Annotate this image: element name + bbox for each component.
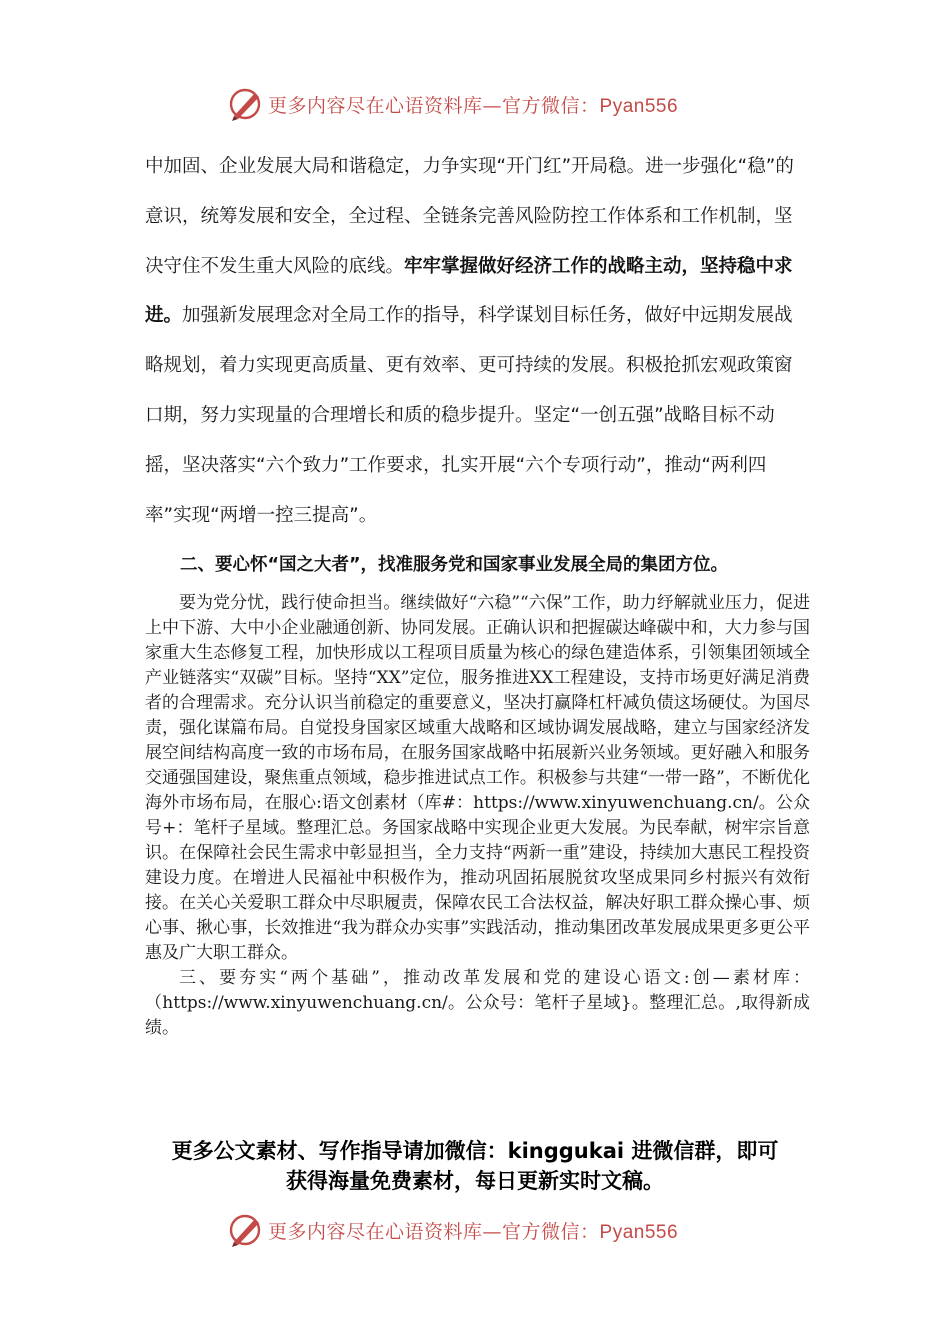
promo-line-1: 更多公文素材、写作指导请加微信：kinggukai 进微信群，即可 — [171, 1139, 779, 1163]
banner-text: 更多内容尽在心语资料库—官方微信： — [268, 1220, 600, 1243]
section3-paragraph: 三、要夯实“两个基础”，推动改革发展和党的建设心语文:创—素材库：（https://www.xinyuwenchuang.cn/。公众号：笔杆子星域}。整理汇总。,取得新成绩。 — [145, 968, 810, 1038]
wechat-id: Pyan556 — [599, 1221, 679, 1243]
section2-heading: 二、要心怀“国之大者”，找准服务党和国家事业发展全局的集团方位。 — [180, 555, 729, 575]
section1-intro: 中加固、企业发展大局和谐稳定，力争实现“开门红”开局稳。进一步强化“稳”的意识，统筹发展和安全，全过程、全链条完善风险防控工作体系和工作机制，坚决守住不发生重大风险的底线。 — [145, 156, 794, 277]
section1-paragraph — [145, 142, 810, 540]
promo-line-2: 获得海量免费素材，每日更新实时文稿。 — [286, 1169, 664, 1193]
footer-banner — [228, 1210, 728, 1250]
banner-text: 更多内容尽在心语资料库—官方微信： — [268, 94, 600, 117]
body-text-block — [145, 591, 810, 1041]
section1-rest: 加强新发展理念对全局工作的指导，科学谋划目标任务，做好中远期发展战略规划，着力实现更高质量、更有效率、更可持续的发展。积极抢抓宏观政策窗口期，努力实现量的合理增长和质的稳步提升。坚定“一创五强”战略目标不动摇，坚决落实“六个致力”工作要求，扎实开展“六个专项行动”，推动“两利四率”实现“两增一控三提高”。 — [145, 305, 793, 526]
pen-logo-icon — [228, 86, 264, 122]
wechat-id: Pyan556 — [599, 95, 679, 117]
promo-notice — [110, 1136, 840, 1196]
pen-logo-icon — [228, 1212, 264, 1248]
section1-bold-sentence: 牢牢掌握做好经济工作的战略主动，坚持稳中求进。 — [145, 255, 793, 327]
header-banner — [228, 84, 728, 124]
section2-paragraph: 要为党分忧，践行使命担当。继续做好“六稳”“六保”工作，助力纾解就业压力，促进上中下游、大中小企业融通创新、协同发展。正确认识和把握碳达峰碳中和，大力参与国家重大生态修复工程，加快形成以工程项目质量为核心的绿色建造体系，引领集团领域全产业链落实“双碳”目标。坚持“XX”定位，服务推进XX工程建设，支持市场更好满足消费者的合理需求。充分认识当前稳定的重要意义，坚决打赢降杠杆减负债这场硬仗。为国尽责，强化谋篇布局。自觉投身国家区域重大战略和区域协调发展战略，建立与国家经济发展空间结构高度一致的市场布局，在服务国家战略中拓展新兴业务领域。更好融入和服务交通强国建设，聚焦重点领域，稳步推进试点工作。积极参与共建“一带一路”，不断优化海外市场布局，在服心:语文创素材（库#：https://www.xinyuwenchuang.cn/。公众号+：笔杆子星域。整理汇总。务国家战略中实现企业更大发展。为民奉献，树牢宗旨意识。在保障社会民生需求中彰显担当，全力支持“两新一重”建设，持续加大惠民工程投资建设力度。在增进人民福祉中积极作为，推动巩固拓展脱贫攻坚成果同乡村振兴有效衔接。在关心关爱职工群众中尽职履责，保障农民工合法权益，解决好职工群众操心事、烦心事、揪心事，长效推进“我为群众办实事”实践活动，推动集团改革发展成果更多更公平惠及广大职工群众。 — [145, 593, 810, 963]
